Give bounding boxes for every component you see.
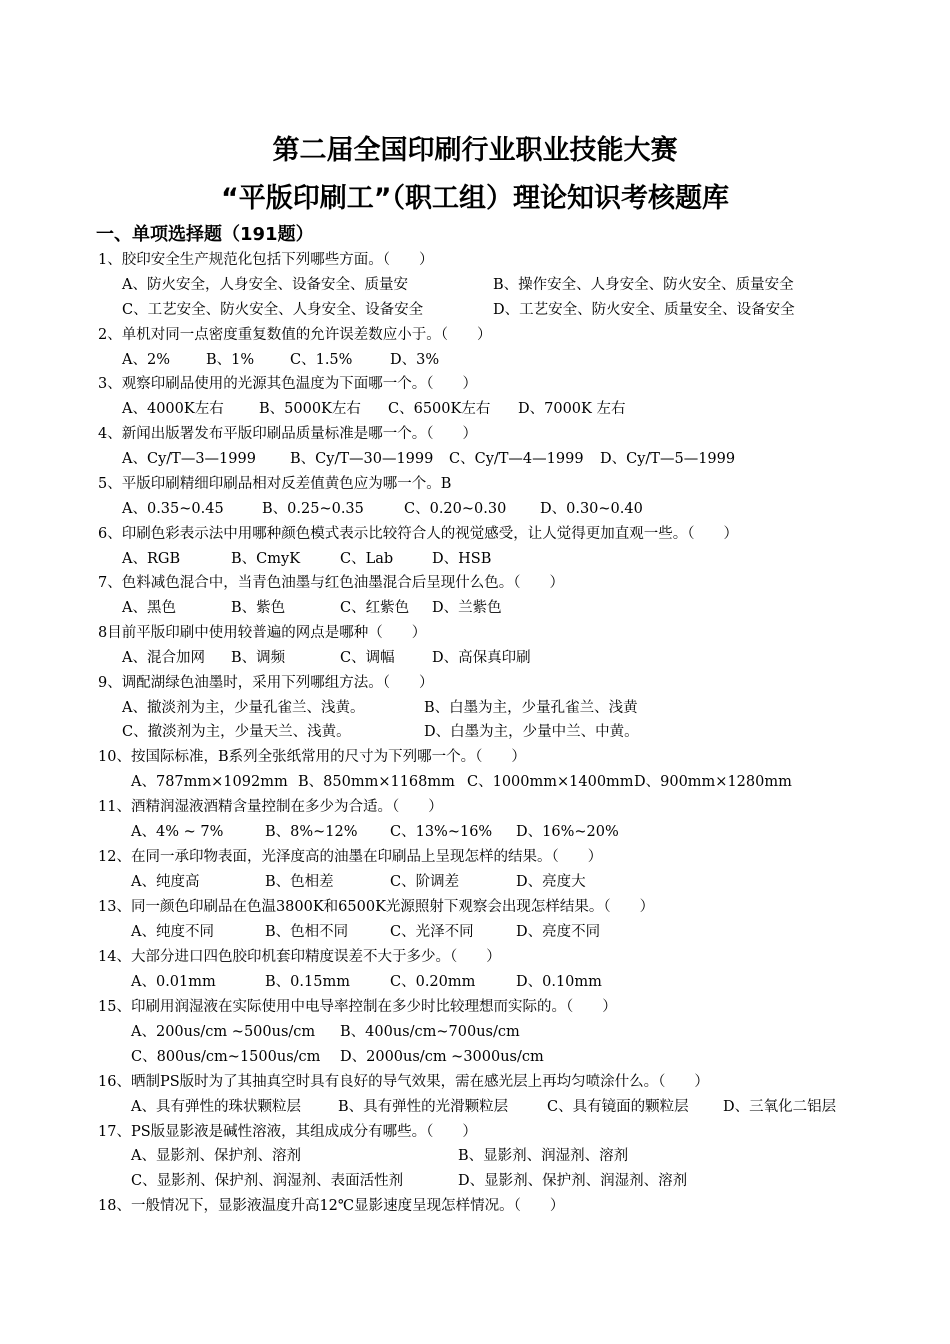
option: A、787mm×1092mm [131,774,288,790]
option: B、白墨为主，少量孔雀兰、浅黄 [424,700,638,716]
option: C、Lab [340,551,394,567]
option: A、纯度不同 [131,924,214,940]
option: D、HSB [432,551,492,567]
option: A、纯度高 [131,874,200,890]
option: D、0.10mm [516,974,602,990]
option: B、Cy/T—30—1999 [290,451,434,467]
option: D、0.30~0.40 [540,501,643,517]
option: B、850mm×1168mm [298,774,455,790]
option: D、显影剂、保护剂、润湿剂、溶剂 [458,1173,688,1189]
option: C、调幅 [340,650,395,666]
question-stem: 8目前平版印刷中使用较普遍的网点是哪种（ ） [98,625,427,641]
option: B、操作安全、人身安全、防火安全、质量安全 [493,277,794,293]
option: A、2% [122,352,170,368]
option: B、具有弹性的光滑颗粒层 [338,1099,509,1115]
question-stem: 17、PS版显影液是碱性溶液，其组成成分有哪些。（ ） [98,1124,477,1140]
option: B、色相差 [265,874,334,890]
option: C、具有镜面的颗粒层 [547,1099,689,1115]
question-stem: 12、在同一承印物表面，光泽度高的油墨在印刷品上呈现怎样的结果。（ ） [98,849,603,865]
option: A、0.01mm [131,974,216,990]
option: C、撤淡剂为主，少量天兰、浅黄。 [122,724,351,740]
option: D、高保真印刷 [432,650,531,666]
option: C、阶调差 [390,874,460,890]
option: C、800us/cm~1500us/cm [131,1049,321,1065]
option: A、4% ~ 7% [131,824,224,840]
option: D、Cy/T—5—1999 [600,451,736,467]
option: C、1000mm×1400mm [467,774,634,790]
option: B、显影剂、润湿剂、溶剂 [458,1148,629,1164]
option: B、色相不同 [265,924,349,940]
option: A、显影剂、保护剂、溶剂 [131,1148,301,1164]
option: A、RGB [122,551,181,567]
option: D、亮度大 [516,874,586,890]
question-stem: 9、调配湖绿色油墨时，采用下列哪组方法。（ ） [98,675,434,691]
question-stem: 7、色料减色混合中，当青色油墨与红色油墨混合后呈现什么色。（ ） [98,575,564,591]
option: D、亮度不同 [516,924,601,940]
option: B、1% [206,352,255,368]
document-title-line1: 第二届全国印刷行业职业技能大赛 [272,135,678,166]
question-stem: 18、一般情况下，显影液温度升高12℃显影速度呈现怎样情况。（ ） [98,1198,565,1214]
question-stem: 6、印刷色彩表示法中用哪种颜色模式表示比较符合人的视觉感受，让人觉得更加直观一些。（ ） [98,526,738,542]
option: B、400us/cm~700us/cm [340,1024,520,1040]
option: B、8%~12% [265,824,358,840]
question-stem: 13、同一颜色印刷品在色温3800K和6500K光源照射下观察会出现怎样结果。（ ） [98,899,655,915]
option: A、4000K左右 [122,401,224,417]
option: D、16%~20% [516,824,619,840]
question-stem: 16、晒制PS版时为了其抽真空时具有良好的导气效果，需在感光层上再均匀喷涂什么。（ ） [98,1074,709,1090]
option: C、光泽不同 [390,924,474,940]
option: C、Cy/T—4—1999 [449,451,584,467]
option: C、0.20mm [390,974,476,990]
option: B、5000K左右 [259,401,361,417]
option: A、Cy/T—3—1999 [122,451,256,467]
option: B、调频 [231,650,286,666]
question-stem: 3、观察印刷品使用的光源其色温度为下面哪一个。（ ） [98,376,477,392]
option: A、防火安全，人身安全、设备安全、质量安 [122,277,408,293]
question-stem: 10、按国际标准，B系列全张纸常用的尺寸为下列哪一个。（ ） [98,749,526,765]
section-heading: 一、单项选择题（191题） [96,224,314,245]
option: A、黑色 [122,600,176,616]
question-stem: 1、胶印安全生产规范化包括下列哪些方面。（ ） [98,252,434,268]
question-stem: 5、平版印刷精细印刷品相对反差值黄色应为哪一个。B [98,476,452,492]
question-stem: 15、印刷用润湿液在实际使用中电导率控制在多少时比较理想而实际的。（ ） [98,999,617,1015]
option: A、200us/cm ~500us/cm [131,1024,316,1040]
option: A、混合加网 [122,650,205,666]
option: B、0.15mm [265,974,350,990]
option: A、撤淡剂为主，少量孔雀兰、浅黄。 [122,700,365,716]
option: C、6500K左右 [388,401,491,417]
option: C、红紫色 [340,600,410,616]
option: B、CmyK [231,551,301,567]
document-title-line2: “平版印刷工”（职工组）理论知识考核题库 [221,183,729,214]
option: A、具有弹性的珠状颗粒层 [131,1099,301,1115]
option: D、3% [390,352,440,368]
option: D、三氧化二铝层 [723,1099,837,1115]
option: C、13%~16% [390,824,493,840]
question-stem: 11、酒精润湿液酒精含量控制在多少为合适。（ ） [98,799,443,815]
option: B、紫色 [231,600,286,616]
question-stem: 14、大部分进口四色胶印机套印精度误差不大于多少。（ ） [98,949,501,965]
option: D、7000K 左右 [518,401,626,417]
option: C、0.20~0.30 [404,501,507,517]
option: D、2000us/cm ~3000us/cm [340,1049,544,1065]
question-stem: 4、新闻出版署发布平版印刷品质量标准是哪一个。（ ） [98,426,477,442]
option: D、白墨为主，少量中兰、中黄。 [424,724,639,740]
option: C、1.5% [290,352,353,368]
option: A、0.35~0.45 [122,501,224,517]
option: D、兰紫色 [432,600,502,616]
option: D、工艺安全、防火安全、质量安全、设备安全 [493,302,795,318]
option: C、工艺安全、防火安全、人身安全、设备安全 [122,302,424,318]
option: D、900mm×1280mm [634,774,792,790]
option: B、0.25~0.35 [262,501,364,517]
option: C、显影剂、保护剂、润湿剂、表面活性剂 [131,1173,404,1189]
question-stem: 2、单机对同一点密度重复数值的允许误差数应小于。（ ） [98,327,492,343]
